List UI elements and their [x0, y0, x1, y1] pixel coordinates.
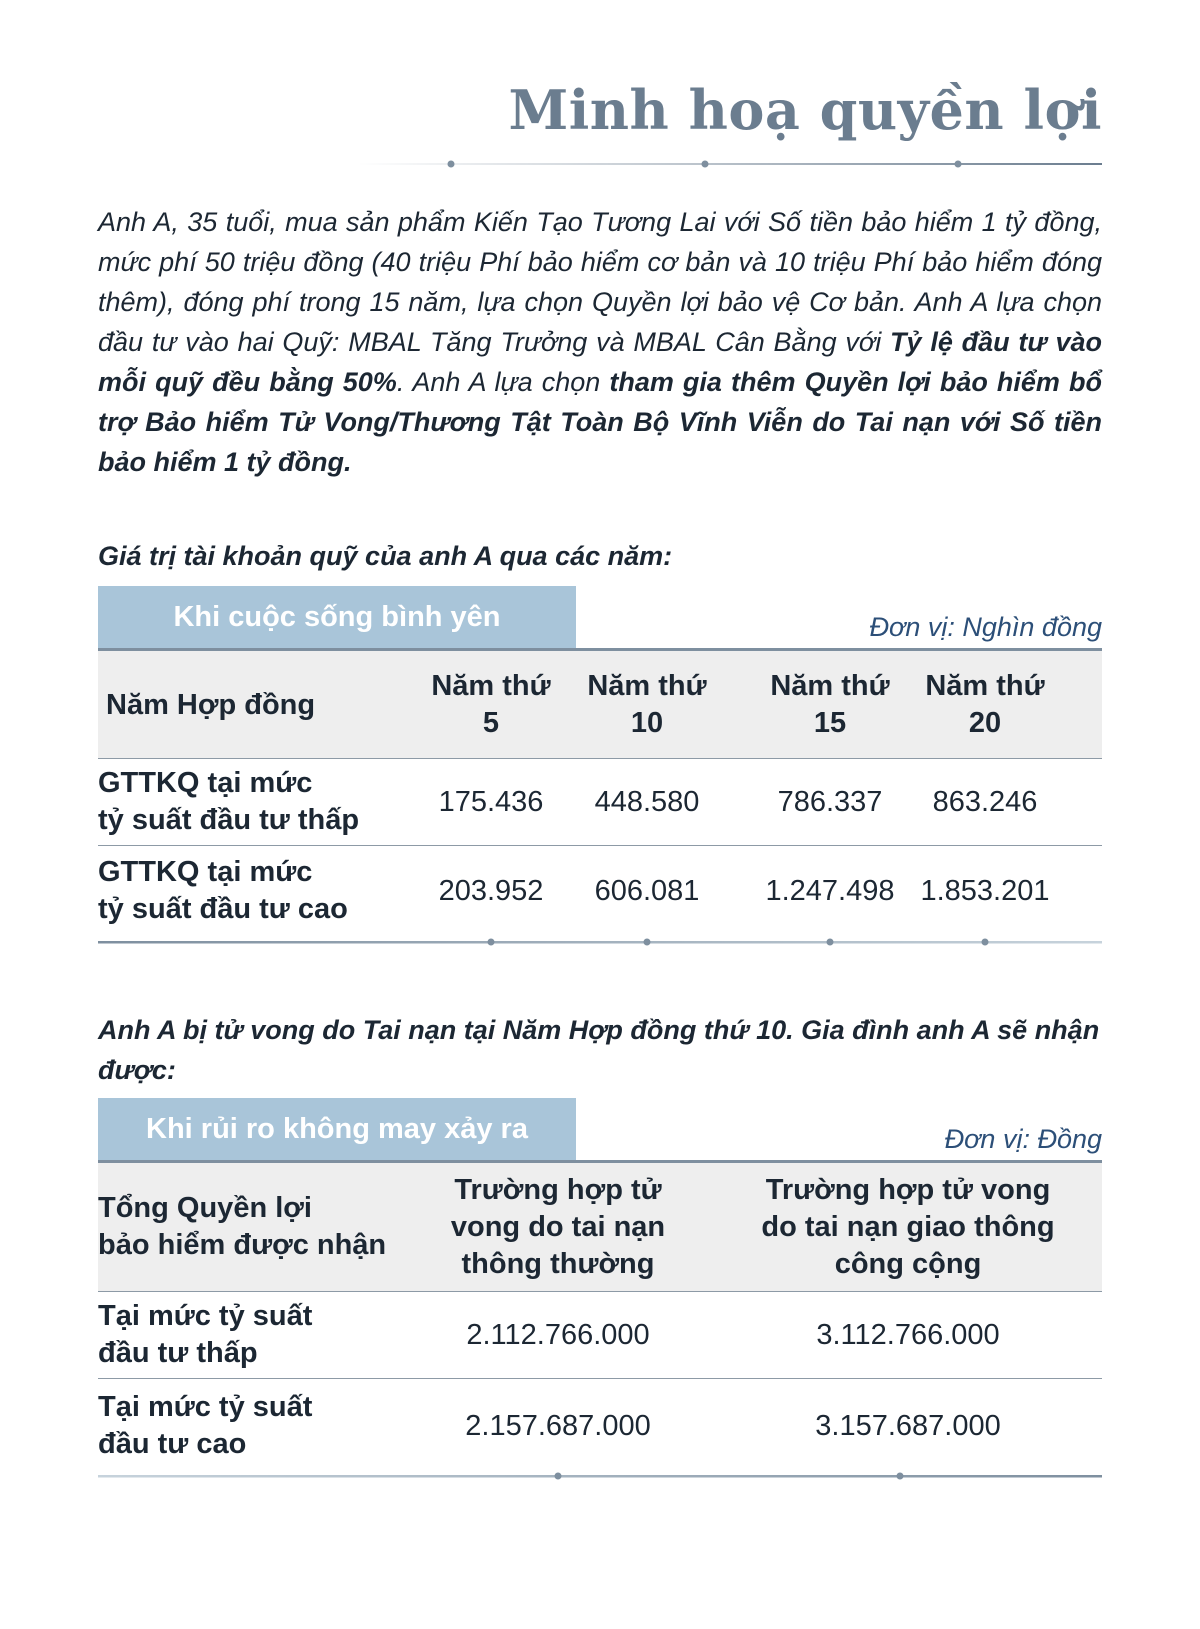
header-col: Năm thứ 10 — [587, 670, 707, 739]
table-row — [98, 758, 1102, 845]
row-label: GTTKQ tại mức tỷ suất đầu tư thấp — [98, 767, 360, 836]
value-cell: 203.952 — [438, 874, 544, 907]
table-header-row — [98, 1160, 1102, 1291]
header-col: Năm thứ 15 — [770, 670, 890, 739]
header-label: Tổng Quyền lợi bảo hiểm được nhận — [98, 1192, 387, 1261]
intro-bold-1: Tỷ lệ đầu tư vào mỗi quỹ đều bằng 50% — [98, 327, 1102, 397]
value-cell: 3.157.687.000 — [815, 1409, 1001, 1442]
value-cell: 606.081 — [594, 874, 700, 907]
table-row — [98, 1291, 1102, 1378]
header-col: Trường hợp tử vong do tai nạn thông thường — [450, 1173, 666, 1280]
table1-bottom-divider — [98, 937, 1102, 947]
header-col: Năm thứ 20 — [925, 670, 1045, 739]
header-col: Trường hợp tử vong do tai nạn giao thông công cộng — [761, 1173, 1055, 1280]
value-cell: 2.157.687.000 — [465, 1409, 651, 1442]
section2-unit: Đơn vị: Đồng — [944, 1124, 1102, 1154]
table2-bottom-divider — [98, 1471, 1102, 1481]
value-cell: 786.337 — [777, 785, 883, 818]
table-row — [98, 845, 1102, 936]
table-row — [98, 1378, 1102, 1473]
value-cell: 1.853.201 — [920, 874, 1050, 907]
header-label: Năm Hợp đồng — [106, 688, 316, 721]
value-cell: 2.112.766.000 — [466, 1318, 650, 1351]
table-header-row — [98, 648, 1102, 759]
section1-unit: Đơn vị: Nghìn đồng — [869, 612, 1102, 642]
value-cell: 448.580 — [594, 785, 700, 818]
header-col: Năm thứ 5 — [431, 670, 551, 739]
page-title: Minh hoạ quyền lợi — [508, 78, 1102, 142]
intro-text-2: . Anh A lựa chọn — [396, 367, 610, 397]
section2-heading: Anh A bị tử vong do Tai nạn tại Năm Hợp đồng thứ 10. Gia đình anh A sẽ nhận được: — [98, 1015, 1100, 1085]
row-label: GTTKQ tại mức tỷ suất đầu tư cao — [98, 856, 348, 925]
title-divider — [358, 159, 1102, 169]
value-cell: 3.112.766.000 — [816, 1318, 1000, 1351]
row-label: Tại mức tỷ suất đầu tư cao — [98, 1391, 313, 1460]
intro-paragraph — [98, 202, 1102, 482]
section1-tab-label: Khi cuộc sống bình yên — [98, 586, 576, 648]
intro-text-1: Anh A, 35 tuổi, mua sản phẩm Kiến Tạo Tương Lai với Số tiền bảo hiểm 1 tỷ đồng, mức phí 50 triệu đồng (40 triệu Phí bảo hiểm cơ bản và 10 triệu Phí bảo hiểm đóng thêm), đóng phí trong 15 năm, lựa chọn Quyền lợi bảo vệ Cơ bản. Anh A lựa chọn đầu tư vào hai Quỹ: MBAL Tăng Trưởng và MBAL Cân Bằng với — [98, 207, 1102, 357]
row-label: Tại mức tỷ suất đầu tư thấp — [98, 1300, 313, 1369]
value-cell: 1.247.498 — [765, 874, 895, 907]
intro-bold-2: tham gia thêm Quyền lợi bảo hiểm bổ trợ Bảo hiểm Tử Vong/Thương Tật Toàn Bộ Vĩnh Viễn do Tai nạn với Số tiền bảo hiểm 1 tỷ đồng. — [98, 367, 1102, 477]
page — [98, 0, 1102, 1629]
section1-heading: Giá trị tài khoản quỹ của anh A qua các năm: — [98, 541, 673, 571]
value-cell: 863.246 — [932, 785, 1038, 818]
value-cell: 175.436 — [438, 785, 544, 818]
section2-tab-label: Khi rủi ro không may xảy ra — [98, 1098, 576, 1160]
